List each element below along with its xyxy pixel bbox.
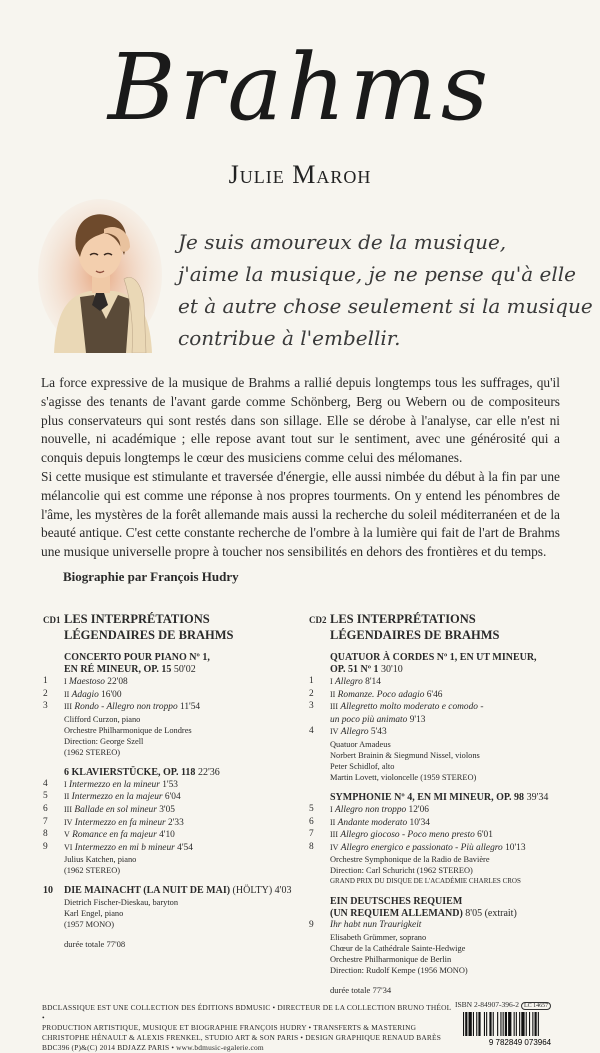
- work-title: QUATUOR À CORDES Nº 1, EN UT MINEUR, OP. 51 Nº 1 30'10: [330, 652, 537, 675]
- performer-line: (1962 STEREO): [64, 747, 121, 757]
- label-code: LC 14657: [521, 1002, 551, 1010]
- total-duration: durée totale 77'08: [64, 938, 126, 949]
- performer-line: Norbert Brainin & Siegmund Nissel, violons: [330, 750, 480, 760]
- work-duration: 22'36: [197, 766, 220, 778]
- total-duration: durée totale 77'34: [330, 984, 392, 995]
- cd2-tracklist: [309, 612, 577, 995]
- performer-line: Orchestre Philharmonique de Berlin: [330, 954, 452, 964]
- work-title: CONCERTO POUR PIANO Nº 1, EN RÉ MINEUR, OP. 15 50'02: [64, 652, 210, 675]
- work-title: EIN DEUTSCHES REQUIEM (UN REQUIEM ALLEMAND) 8'05 (extrait): [330, 896, 517, 920]
- performer-line: Karl Engel, piano: [64, 908, 124, 918]
- track-row: 3 III Rondo - Allegro non troppo 11'54: [43, 701, 201, 713]
- award-line: GRAND PRIX DU DISQUE DE L'ACADÉMIE CHARLES CROS: [330, 877, 521, 886]
- quote-line: contribue à l'embellir.: [178, 326, 401, 350]
- performer-line: Direction: Rudolf Kempe (1956 MONO): [330, 965, 468, 975]
- brahms-portrait-illustration: [34, 193, 166, 353]
- performer-line: Peter Schidlof, alto: [330, 761, 395, 771]
- cd1-heading: [43, 612, 305, 643]
- work-title: 10 DIE MAINACHT (LA NUIT DE MAI) (HÖLTY) 4'03: [43, 885, 292, 897]
- track-row: 9 Ihr habt nun Traurigkeit: [309, 920, 422, 931]
- brahms-quote: [178, 226, 593, 354]
- track-row: un poco più animato 9'13: [330, 714, 426, 725]
- biography-credit: Biographie par François Hudry: [63, 569, 239, 584]
- cd-heading-line: LÉGENDAIRES DE BRAHMS: [330, 628, 500, 642]
- work-duration: 39'34: [526, 791, 549, 803]
- track-row: 5 I Allegro non troppo 12'06: [309, 803, 429, 815]
- work-title: 6 KLAVIERSTÜCKE, OP. 118 22'36: [64, 766, 220, 778]
- performer-line: (1957 MONO): [64, 919, 115, 929]
- track-row: 5 II Intermezzo en la majeur 6'04: [43, 791, 181, 803]
- work-duration: 30'10: [381, 664, 403, 675]
- author-name: Julie Maroh: [228, 160, 372, 189]
- isbn-label: ISBN 2-84907-396-2 LC 14657: [455, 1000, 551, 1010]
- track-row: 6 II Andante moderato 10'34: [309, 816, 430, 828]
- album-title: Brahms: [107, 34, 493, 141]
- performer-line: Direction: George Szell: [64, 736, 144, 746]
- track-row: 9 VI Intermezzo en mi b mineur 4'54: [43, 841, 193, 853]
- barcode-digits: 9 782849 073964: [488, 1038, 552, 1046]
- cd-heading-line: LES INTERPRÉTATIONS: [330, 612, 476, 626]
- performer-line: Julius Katchen, piano: [64, 855, 137, 865]
- cd1-tracklist: [43, 612, 305, 949]
- barcode: [455, 1010, 585, 1046]
- work-title: SYMPHONIE Nº 4, EN MI MINEUR, OP. 98 39'34: [330, 791, 549, 803]
- track-row: 6 III Ballade en sol mineur 3'05: [43, 803, 175, 815]
- credits-line: PRODUCTION ARTISTIQUE, MUSIQUE ET BIOGRAPHIE FRANÇOIS HUDRY • TRANSFERTS & MASTERING: [42, 1023, 417, 1032]
- performer-line: Chœur de la Cathédrale Sainte-Hedwige: [330, 943, 466, 953]
- intro-text: [41, 374, 560, 562]
- track-row: 8 IV Allegro energico e passionato - Più allegro 10'13: [309, 841, 526, 853]
- track-row: 2 II Adagio 16'00: [43, 688, 122, 700]
- credits-line: CHRISTOPHE HÉNAULT & ALEXIS FRENKEL, STUDIO ART & SON PARIS • DESIGN GRAPHIQUE RENAUD BARÈS: [42, 1033, 442, 1042]
- performer-line: Clifford Curzon, piano: [64, 714, 141, 724]
- quote-line: j'aime la musique, je ne pense qu'à elle: [178, 262, 576, 286]
- intro-paragraph: La force expressive de la musique de Brahms a rallié depuis longtemps tous les suffrages, qu'il s'agisse des tenants de l'avant garde comme Schönberg, Berg ou Webern ou de compositeurs plus conservateurs qui sont restés dans son sillage. Elle se dérobe à l'analyse, car elle n'est ni nouvelle, ni académique ; elle repose avant tout sur le sentiment, avec une générosité qui a conquis depuis longtemps le cœur des musiciens comme celui des mélomanes.: [41, 375, 560, 466]
- performer-line: Quatuor Amadeus: [330, 739, 391, 749]
- performer-line: Dietrich Fischer-Dieskau, baryton: [64, 897, 179, 907]
- quote-line: Je suis amoureux de la musique,: [178, 230, 507, 254]
- track-row: 7 IV Intermezzo en fa mineur 2'33: [43, 816, 184, 828]
- credits-line: BDC396 (P)&(C) 2014 BDJAZZ PARIS • www.bdmusic-egalerie.com: [42, 1043, 264, 1052]
- cd2-heading: [309, 612, 577, 643]
- performer-line: (1962 STEREO): [64, 866, 121, 876]
- track-row: 1 I Maestoso 22'08: [43, 676, 128, 687]
- work-duration: 8'05 (extrait): [465, 908, 517, 920]
- cd-tag: CD1: [43, 615, 61, 625]
- track-row: 4 I Intermezzo en la mineur 1'53: [43, 778, 178, 790]
- cd-heading-line: LES INTERPRÉTATIONS: [64, 612, 210, 626]
- cd-tag: CD2: [309, 615, 327, 625]
- track-row: 1 I Allegro 8'14: [309, 676, 381, 687]
- performer-line: Orchestre Symphonique de la Radio de Bavière: [330, 855, 490, 865]
- performer-line: Elisabeth Grümmer, soprano: [330, 932, 427, 942]
- work-duration: 50'02: [173, 664, 196, 675]
- quote-line: et à autre chose seulement si la musique: [178, 294, 593, 318]
- track-row: 2 II Romanze. Poco adagio 6'46: [309, 688, 443, 700]
- performer-line: Direction: Carl Schuricht (1962 STEREO): [330, 866, 473, 876]
- track-row: 7 III Allegro giocoso - Poco meno presto 6'01: [309, 829, 493, 841]
- performer-line: Orchestre Philharmonique de Londres: [64, 725, 192, 735]
- cd-heading-line: LÉGENDAIRES DE BRAHMS: [64, 628, 234, 642]
- track-row: 4 IV Allegro 5'43: [309, 726, 387, 738]
- credits-footer: [42, 1003, 452, 1053]
- intro-paragraph: Si cette musique est stimulante et traversée d'énergie, elle aussi nimbée du début à la fin par une mélancolie qui est comme une réponse à nos propres tourments. On y entend les pénombres de l'âme, les mystères de la forêt allemande mais aussi la recherche du soleil méditerranéen et de la beauté antique. C'est cette constante recherche de l'ombre à la lumière qui fait de l'art de Brahms une musique universelle propre à toucher nos sensibilités en dehors des frontières et du temps.: [41, 468, 560, 560]
- track-row: 8 V Romance en fa majeur 4'10: [43, 829, 175, 841]
- track-row: 3 III Allegretto molto moderato e comodo -: [309, 701, 484, 713]
- performer-line: Martin Lovett, violoncelle (1959 STEREO): [330, 772, 477, 782]
- credits-line: BDCLASSIQUE EST UNE COLLECTION DES ÉDITIONS BDMUSIC • DIRECTEUR DE LA COLLECTION BRUNO THÉOL •: [42, 1003, 452, 1022]
